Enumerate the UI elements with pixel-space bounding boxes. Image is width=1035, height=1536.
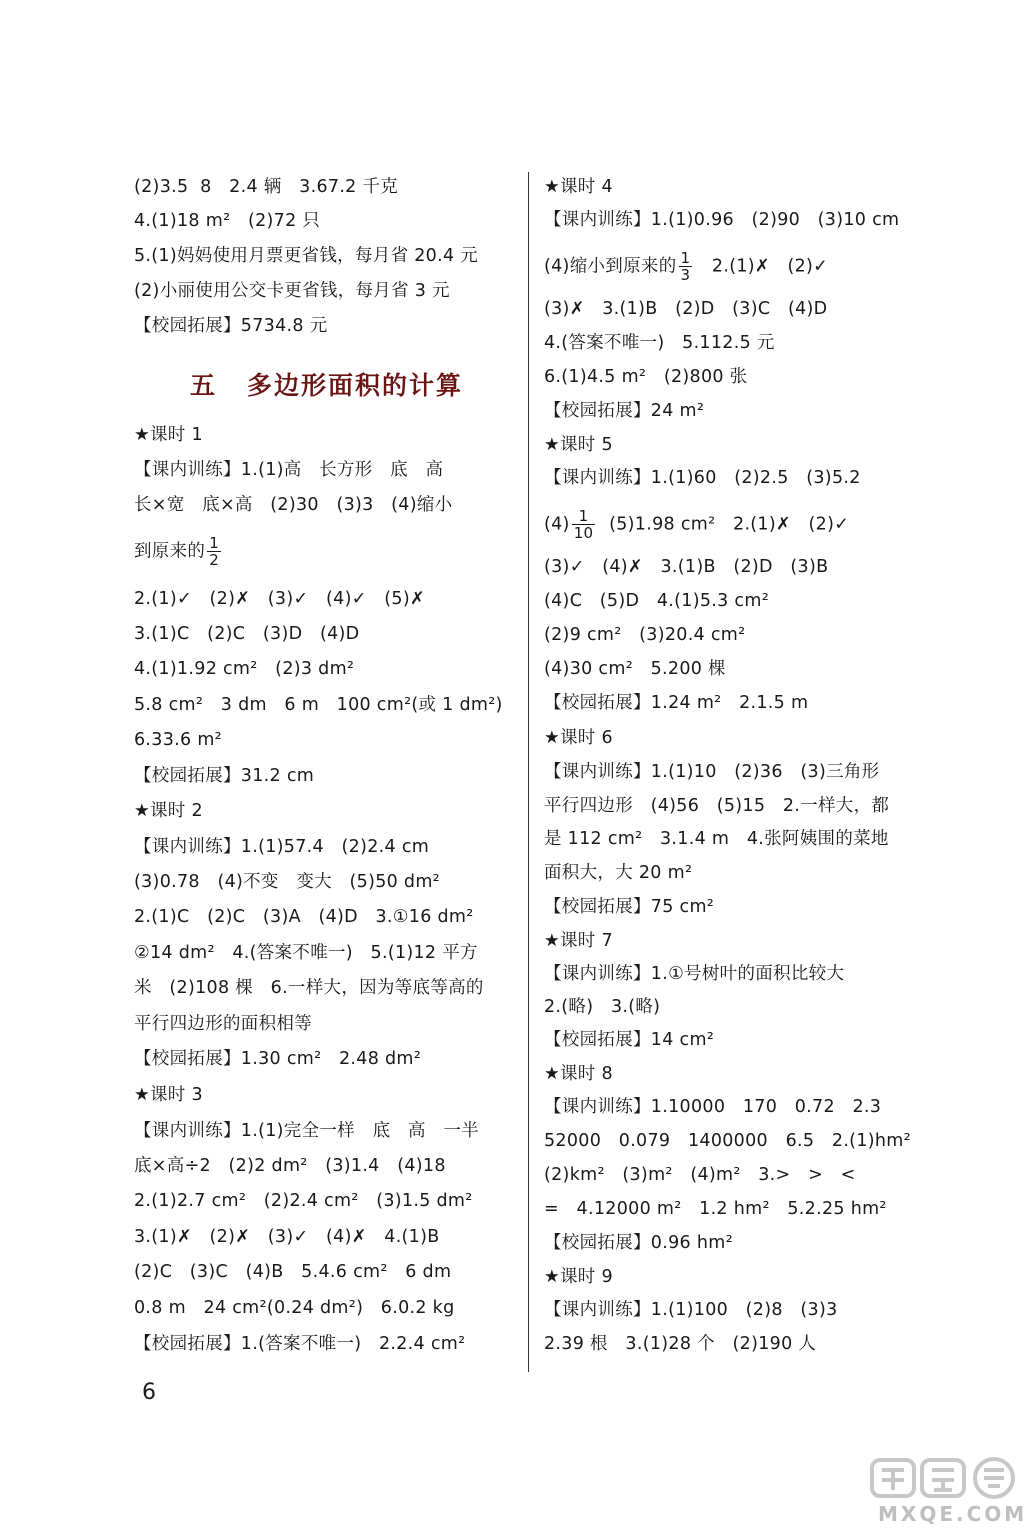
- watermark-site: MXQE.COM: [878, 1502, 1028, 1526]
- answer-line: 【课内训练】1.(1)57.4 (2)2.4 cm: [134, 837, 430, 857]
- answer-line: (4) $\frac{1}{10}$ (5)1.98 cm² 2.(1)✗ (2)✓: [544, 507, 850, 542]
- section-number: 五: [190, 371, 218, 400]
- answer-line: 【课内训练】1.(1)高 长方形 底 高: [134, 460, 444, 480]
- section-title: 多边形面积的计算: [247, 371, 464, 400]
- answer-line: 底×高÷2 (2)2 dm² (3)1.4 (4)18: [134, 1156, 446, 1176]
- answer-line: (2)9 cm² (3)20.4 cm²: [544, 625, 746, 645]
- answer-line: 平行四边形 (4)56 (5)15 2.一样大，都: [544, 796, 890, 816]
- answer-line: (2)km² (3)m² (4)m² 3.> > <: [544, 1165, 856, 1185]
- fraction-half: $\frac{1}{2}$: [209, 534, 220, 569]
- answer-line: 米 (2)108 棵 6.一样大，因为等底等高的: [134, 978, 484, 998]
- campus-extension: 【校园拓展】1.(答案不唯一) 2.2.4 cm²: [134, 1334, 466, 1354]
- answer-line: (3)✗ 3.(1)B (2)D (3)C (4)D: [544, 299, 828, 319]
- answer-line: (4)30 cm² 5.200 棵: [544, 659, 726, 679]
- answer-line: 4.(答案不唯一) 5.112.5 元: [544, 333, 775, 353]
- answer-line: 【课内训练】1.①号树叶的面积比较大: [544, 964, 845, 984]
- campus-extension: 【校园拓展】31.2 cm: [134, 766, 315, 786]
- answer-line: 【课内训练】1.(1)10 (2)36 (3)三角形: [544, 762, 880, 782]
- answer-line: 面积大，大 20 m²: [544, 863, 693, 883]
- answer-line: 3.(1)C (2)C (3)D (4)D: [134, 624, 360, 644]
- answer-line: 长×宽 底×高 (2)30 (3)3 (4)缩小: [134, 495, 453, 515]
- answer-line: 5.8 cm² 3 dm 6 m 100 cm²(或 1 dm²): [134, 695, 503, 715]
- answer-line: 2.(略) 3.(略): [544, 997, 661, 1017]
- answer-line: 3.(1)✗ (2)✗ (3)✓ (4)✗ 4.(1)B: [134, 1227, 440, 1247]
- lesson-title: ★课时 3: [134, 1085, 203, 1105]
- section-heading: [190, 366, 463, 402]
- answer-line: 【课内训练】1.(1)60 (2)2.5 (3)5.2: [544, 468, 861, 488]
- lesson-title: ★课时 1: [134, 425, 203, 445]
- lesson-title: ★课时 8: [544, 1064, 613, 1084]
- answer-line: 6.33.6 m²: [134, 730, 222, 750]
- lesson-title: ★课时 9: [544, 1267, 613, 1287]
- answer-line: 平行四边形的面积相等: [134, 1014, 312, 1034]
- answer-line: (4)缩小到原来的 $\frac{1}{3}$ 2.(1)✗ (2)✓: [544, 249, 829, 284]
- page-number: 6: [142, 1380, 156, 1405]
- column-divider: [528, 172, 529, 1372]
- answer-line: ②14 dm² 4.(答案不唯一) 5.(1)12 平方: [134, 943, 478, 963]
- answer-line: 到原来的 $\frac{1}{2}$: [134, 534, 220, 569]
- answer-line: 2.(1)✓ (2)✗ (3)✓ (4)✓ (5)✗: [134, 589, 425, 609]
- lesson-title: ★课时 2: [134, 801, 203, 821]
- answer-line: 4.(1)1.92 cm² (2)3 dm²: [134, 659, 355, 679]
- answer-line: (2)小丽使用公交卡更省钱，每月省 3 元: [134, 281, 450, 301]
- answer-line: 5.(1)妈妈使用月票更省钱，每月省 20.4 元: [134, 246, 479, 266]
- answer-line: 【课内训练】1.(1)0.96 (2)90 (3)10 cm: [544, 210, 900, 230]
- fraction-third: $\frac{1}{3}$: [680, 249, 691, 284]
- answer-line: (2)3.5 8 2.4 辆 3.67.2 千克: [134, 177, 399, 197]
- answer-line: 4.(1)18 m² (2)72 只: [134, 211, 321, 231]
- answer-line: 2.(1)C (2)C (3)A (4)D 3.①16 dm²: [134, 907, 474, 927]
- answer-line: (3)✓ (4)✗ 3.(1)B (2)D (3)B: [544, 557, 829, 577]
- campus-extension: 【校园拓展】24 m²: [544, 401, 705, 421]
- campus-extension: 【校园拓展】5734.8 元: [134, 316, 328, 336]
- answer-line: 2.39 根 3.(1)28 个 (2)190 人: [544, 1334, 817, 1354]
- campus-extension: 【校园拓展】1.30 cm² 2.48 dm²: [134, 1049, 422, 1069]
- answer-line: 【课内训练】1.(1)完全一样 底 高 一半: [134, 1121, 479, 1141]
- answer-line: (3)0.78 (4)不变 变大 (5)50 dm²: [134, 872, 440, 892]
- answer-line: 6.(1)4.5 m² (2)800 张: [544, 367, 748, 387]
- answer-line: 是 112 cm² 3.1.4 m 4.张阿姨围的菜地: [544, 829, 889, 849]
- campus-extension: 【校园拓展】14 cm²: [544, 1030, 715, 1050]
- answer-line: = 4.12000 m² 1.2 hm² 5.2.25 hm²: [544, 1199, 887, 1219]
- answer-line: 52000 0.079 1400000 6.5 2.(1)hm²: [544, 1131, 911, 1151]
- lesson-title: ★课时 7: [544, 931, 613, 951]
- answer-line: (2)C (3)C (4)B 5.4.6 cm² 6 dm: [134, 1262, 452, 1282]
- lesson-title: ★课时 5: [544, 435, 613, 455]
- watermark-logo: [870, 1456, 1028, 1528]
- answer-line: 2.(1)2.7 cm² (2)2.4 cm² (3)1.5 dm²: [134, 1191, 473, 1211]
- fraction-tenth: $\frac{1}{10}$: [573, 507, 594, 542]
- answer-line: 0.8 m 24 cm²(0.24 dm²) 6.0.2 kg: [134, 1298, 455, 1318]
- answer-line: 【课内训练】1.(1)100 (2)8 (3)3: [544, 1300, 838, 1320]
- campus-extension: 【校园拓展】75 cm²: [544, 897, 715, 917]
- campus-extension: 【校园拓展】1.24 m² 2.1.5 m: [544, 693, 809, 713]
- campus-extension: 【校园拓展】0.96 hm²: [544, 1233, 733, 1253]
- answer-line: 【课内训练】1.10000 170 0.72 2.3: [544, 1097, 882, 1117]
- answer-line: (4)C (5)D 4.(1)5.3 cm²: [544, 591, 770, 611]
- watermark-logo-icon: [870, 1456, 1020, 1500]
- lesson-title: ★课时 6: [544, 728, 613, 748]
- lesson-title: ★课时 4: [544, 177, 613, 197]
